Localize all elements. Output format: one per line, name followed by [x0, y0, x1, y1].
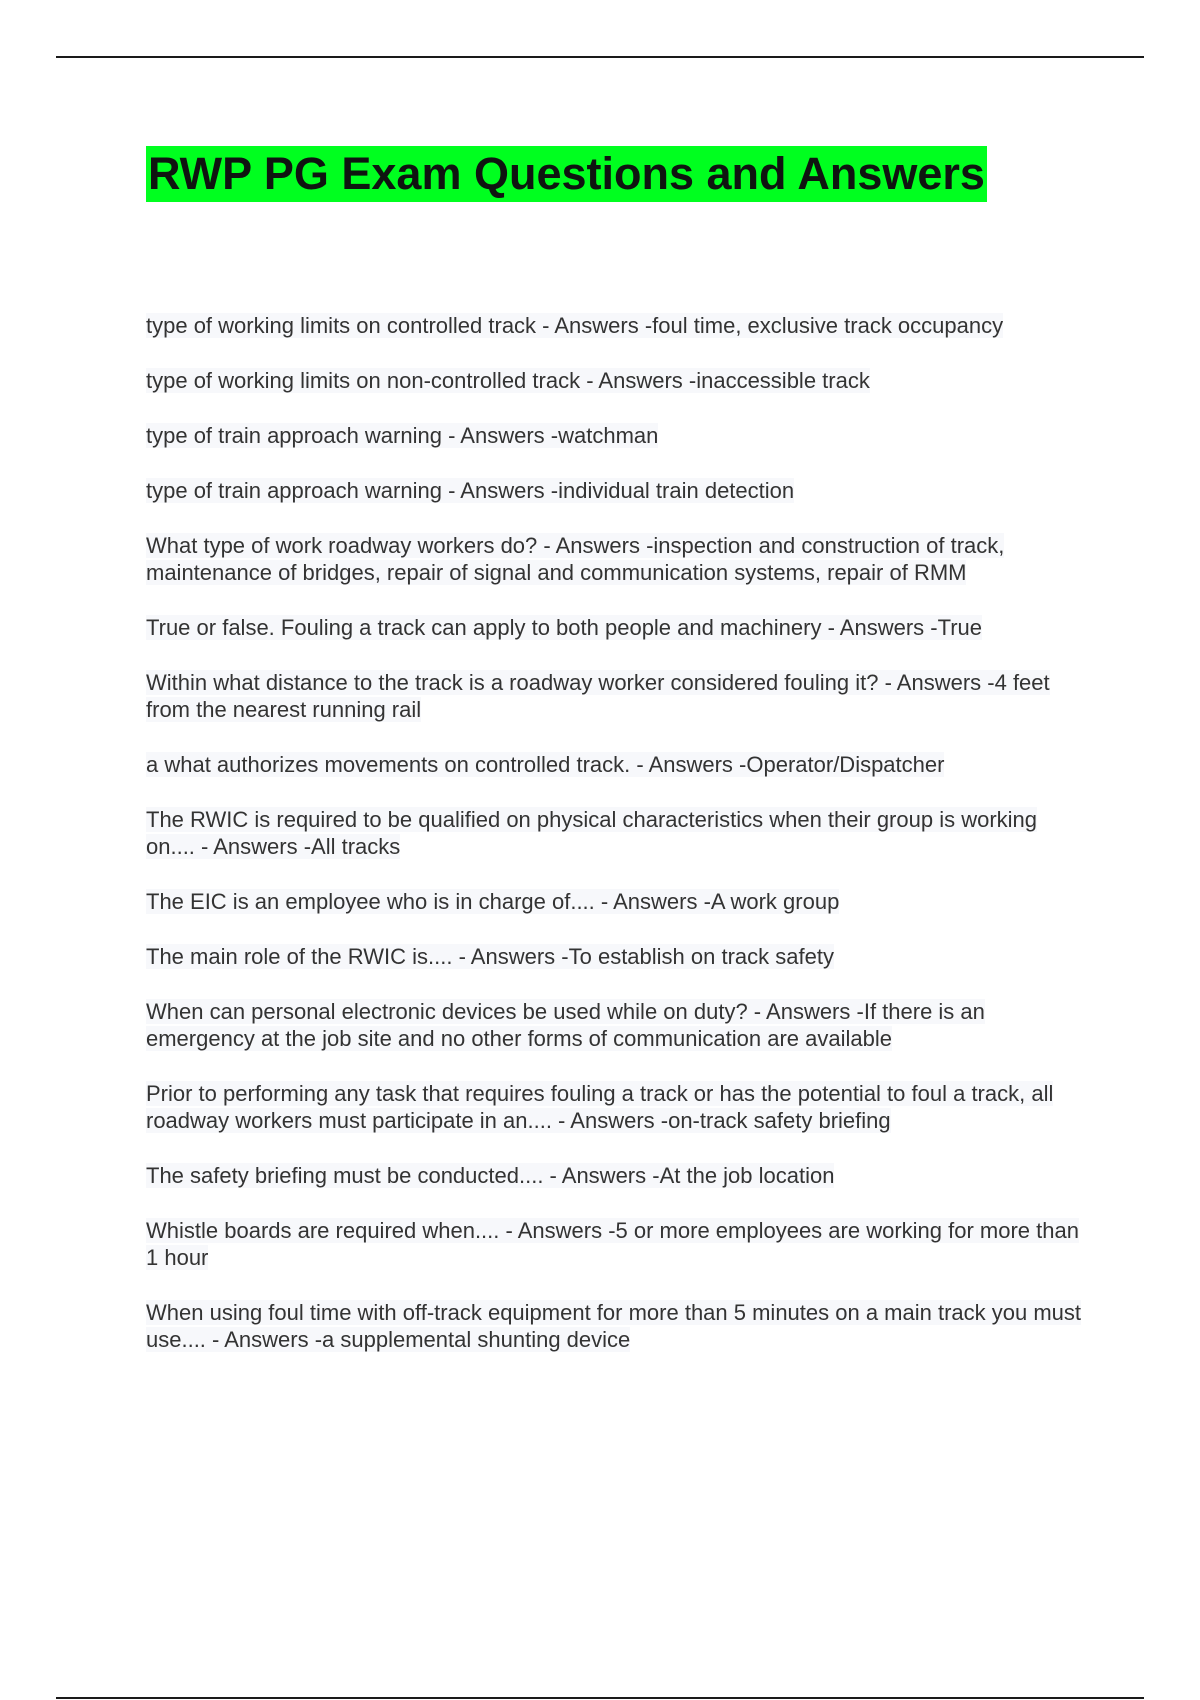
qa-item [146, 312, 1086, 339]
qa-item [146, 1217, 1086, 1271]
qa-text: type of working limits on controlled track - Answers -foul time, exclusive track occupancy [146, 313, 1004, 338]
qa-item [146, 614, 1086, 641]
qa-item [146, 1080, 1086, 1134]
qa-item [146, 1299, 1086, 1353]
qa-item [146, 367, 1086, 394]
qa-item [146, 477, 1086, 504]
qa-text: When can personal electronic devices be used while on duty? - Answers -If there is an emergency at the job site and no other forms of communication are available [146, 999, 985, 1051]
qa-text: True or false. Fouling a track can apply to both people and machinery - Answers -True [146, 615, 983, 640]
qa-text: type of train approach warning - Answers -watchman [146, 423, 659, 448]
document-title: RWP PG Exam Questions and Answers [146, 146, 987, 202]
qa-text: Whistle boards are required when.... - Answers -5 or more employees are working for more than 1 hour [146, 1218, 1079, 1270]
qa-list [146, 312, 1086, 1381]
qa-item [146, 532, 1086, 586]
qa-item [146, 422, 1086, 449]
footer-rule [56, 1697, 1144, 1699]
qa-text: When using foul time with off-track equipment for more than 5 minutes on a main track you must use.... - Answers -a supplemental shunting device [146, 1300, 1082, 1352]
qa-text: The safety briefing must be conducted.... - Answers -At the job location [146, 1163, 835, 1188]
qa-text: The RWIC is required to be qualified on physical characteristics when their group is working on.... - Answers -All tracks [146, 807, 1038, 859]
qa-text: a what authorizes movements on controlled track. - Answers -Operator/Dispatcher [146, 752, 945, 777]
qa-item [146, 806, 1086, 860]
qa-item [146, 943, 1086, 970]
qa-item [146, 888, 1086, 915]
header-rule [56, 56, 1144, 58]
qa-text: Within what distance to the track is a roadway worker considered fouling it? - Answers -4 feet from the nearest running rail [146, 670, 1050, 722]
qa-text: type of train approach warning - Answers -individual train detection [146, 478, 795, 503]
qa-item [146, 1162, 1086, 1189]
qa-item [146, 751, 1086, 778]
qa-text: The main role of the RWIC is.... - Answers -To establish on track safety [146, 944, 834, 969]
qa-item [146, 998, 1086, 1052]
qa-text: type of working limits on non-controlled track - Answers -inaccessible track [146, 368, 870, 393]
qa-text: The EIC is an employee who is in charge of.... - Answers -A work group [146, 889, 840, 914]
qa-item [146, 669, 1086, 723]
qa-text: What type of work roadway workers do? - Answers -inspection and construction of track, maintenance of bridges, repair of signal and communication systems, repair of RMM [146, 533, 1005, 585]
qa-text: Prior to performing any task that requires fouling a track or has the potential to foul a track, all roadway workers must participate in an.... - Answers -on-track safety briefing [146, 1081, 1054, 1133]
